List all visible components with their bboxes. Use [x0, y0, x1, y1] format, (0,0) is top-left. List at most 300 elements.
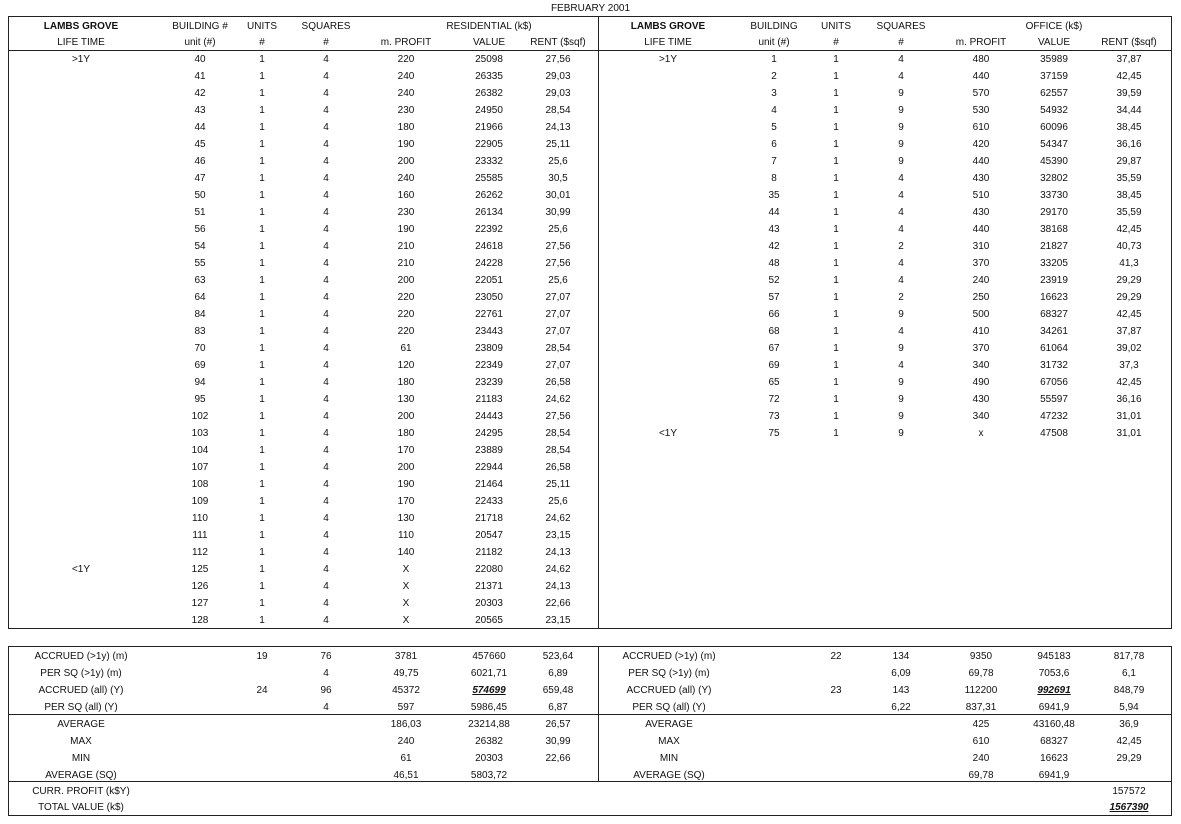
left-cell-building: 125 [191, 564, 209, 575]
left-cell-building: 70 [194, 343, 206, 354]
left-summary-value: 26382 [475, 736, 503, 747]
left-cell-value: 22433 [475, 496, 503, 507]
left-cell-value: 26262 [475, 190, 503, 201]
left-cell-building: 44 [194, 122, 206, 133]
left-cell-units: 1 [259, 54, 265, 65]
left-cell-units: 1 [259, 258, 265, 269]
right-summary-rent: 6,1 [1122, 668, 1136, 679]
left-cell-rent: 28,54 [545, 343, 571, 354]
left-cell-value: 22080 [475, 564, 503, 575]
right-cell-squares: 4 [898, 275, 904, 286]
right-cell-units: 1 [833, 275, 839, 286]
left-cell-profit: 130 [397, 513, 415, 524]
right-cell-units: 1 [833, 377, 839, 388]
right-cell-rent: 37,87 [1116, 54, 1142, 65]
left-cell-profit: 190 [397, 139, 415, 150]
left-cell-rent: 25,6 [548, 224, 568, 235]
right-cell-squares: 4 [898, 71, 904, 82]
left-cell-building: 43 [194, 105, 206, 116]
right-cell-squares: 4 [898, 207, 904, 218]
right-header-life-time: LAMBS GROVE [630, 21, 706, 32]
left-summary-squares: 4 [323, 668, 329, 679]
left-cell-building: 103 [191, 428, 209, 439]
left-cell-rent: 25,6 [548, 156, 568, 167]
left-summary-units: 19 [256, 651, 268, 662]
left-cell-value: 21371 [475, 581, 503, 592]
right-cell-rent: 35,59 [1116, 207, 1142, 218]
right-summary-rent: 817,78 [1113, 651, 1145, 662]
right-cell-rent: 42,45 [1116, 224, 1142, 235]
right-cell-rent: 40,73 [1116, 241, 1142, 252]
right-cell-units: 1 [833, 190, 839, 201]
left-cell-rent: 27,56 [545, 411, 571, 422]
right-summary-squares: 143 [892, 685, 910, 696]
right-cell-squares: 4 [898, 173, 904, 184]
left-cell-squares: 4 [323, 275, 329, 286]
right-cell-units: 1 [833, 292, 839, 303]
left-cell-building: 111 [192, 530, 208, 541]
left-cell-units: 1 [259, 71, 265, 82]
right-summary-profit: 240 [972, 753, 990, 764]
right-cell-squares: 9 [898, 343, 904, 354]
left-cell-squares: 4 [323, 139, 329, 150]
right-subheader-units: # [833, 37, 839, 48]
right-header-value: OFFICE (k$) [1025, 21, 1083, 32]
left-cell-units: 1 [259, 445, 265, 456]
left-summary-rent: 523,64 [542, 651, 574, 662]
right-cell-squares: 9 [898, 88, 904, 99]
right-cell-units: 1 [833, 139, 839, 150]
right-cell-rent: 29,87 [1116, 156, 1142, 167]
left-summary-squares: 96 [320, 685, 332, 696]
left-cell-units: 1 [259, 598, 265, 609]
right-cell-building: 44 [768, 207, 780, 218]
left-summary-profit: 240 [397, 736, 415, 747]
left-cell-value: 26335 [475, 71, 503, 82]
right-cell-building: 65 [768, 377, 780, 388]
left-summary-label: AVERAGE [57, 719, 105, 730]
right-cell-building: 43 [768, 224, 780, 235]
left-header-building: BUILDING # [172, 21, 228, 32]
right-cell-rent: 36,16 [1116, 139, 1142, 150]
right-cell-value: 55597 [1040, 394, 1068, 405]
right-cell-squares: 2 [898, 241, 904, 252]
right-cell-value: 47508 [1040, 428, 1068, 439]
left-cell-squares: 4 [323, 496, 329, 507]
left-cell-units: 1 [259, 394, 265, 405]
left-summary-profit: 45372 [392, 685, 420, 696]
left-cell-building: 56 [194, 224, 206, 235]
left-cell-squares: 4 [323, 292, 329, 303]
right-cell-rent: 29,29 [1116, 275, 1142, 286]
right-cell-value: 61064 [1040, 343, 1068, 354]
left-cell-units: 1 [259, 479, 265, 490]
left-cell-profit: 180 [397, 377, 415, 388]
curr-profit-value: 157572 [1112, 786, 1146, 797]
left-cell-building: 50 [194, 190, 206, 201]
left-cell-rent: 24,62 [545, 394, 571, 405]
left-summary-value: 5986,45 [470, 702, 508, 713]
right-summary-value: 945183 [1037, 651, 1071, 662]
right-cell-value: 34261 [1040, 326, 1068, 337]
left-cell-profit: 140 [397, 547, 415, 558]
right-cell-squares: 9 [898, 156, 904, 167]
left-cell-rent: 23,15 [545, 615, 571, 626]
left-cell-value: 22944 [475, 462, 503, 473]
left-cell-rent: 27,56 [545, 258, 571, 269]
left-cell-building: 126 [191, 581, 209, 592]
right-summary-rent: 42,45 [1116, 736, 1142, 747]
left-cell-value: 26382 [475, 88, 503, 99]
left-cell-value: 25098 [475, 54, 503, 65]
left-cell-life-time: >1Y [71, 54, 91, 65]
left-cell-units: 1 [259, 207, 265, 218]
left-cell-units: 1 [259, 428, 265, 439]
left-cell-squares: 4 [323, 428, 329, 439]
left-cell-units: 1 [259, 88, 265, 99]
left-summary-profit: 186,03 [390, 719, 422, 730]
left-cell-value: 22905 [475, 139, 503, 150]
left-header-squares: SQUARES [301, 21, 351, 32]
right-cell-units: 1 [833, 105, 839, 116]
left-subheader-value: VALUE [472, 37, 506, 48]
right-header-squares: SQUARES [876, 21, 926, 32]
left-cell-profit: X [402, 598, 410, 609]
left-cell-profit: 220 [397, 292, 415, 303]
right-summary-label: MAX [658, 736, 680, 747]
left-cell-units: 1 [259, 105, 265, 116]
left-header-life-time: LAMBS GROVE [43, 21, 119, 32]
right-summary-rent: 29,29 [1116, 753, 1142, 764]
left-cell-units: 1 [259, 139, 265, 150]
right-summary-label: AVERAGE (SQ) [633, 770, 705, 781]
left-summary-value: 6021,71 [470, 668, 508, 679]
left-cell-units: 1 [259, 190, 265, 201]
left-cell-rent: 27,07 [545, 309, 571, 320]
right-cell-rent: 38,45 [1116, 122, 1142, 133]
left-cell-squares: 4 [323, 513, 329, 524]
left-cell-rent: 27,07 [545, 360, 571, 371]
right-cell-value: 62557 [1040, 88, 1068, 99]
left-subheader-life-time: LIFE TIME [57, 37, 105, 48]
right-cell-profit: 430 [972, 394, 990, 405]
left-cell-squares: 4 [323, 122, 329, 133]
left-summary-squares: 76 [320, 651, 332, 662]
left-cell-building: 42 [194, 88, 206, 99]
left-cell-value: 24618 [475, 241, 503, 252]
right-cell-squares: 9 [898, 105, 904, 116]
right-cell-profit: 530 [972, 105, 990, 116]
right-cell-building: 67 [768, 343, 780, 354]
left-subheader-profit: m. PROFIT [380, 37, 432, 48]
left-summary-rent: 22,66 [545, 753, 571, 764]
left-cell-profit: 210 [397, 258, 415, 269]
right-cell-units: 1 [833, 343, 839, 354]
right-cell-rent: 31,01 [1116, 411, 1142, 422]
left-summary-profit: 3781 [394, 651, 418, 662]
left-summary-label: MAX [70, 736, 92, 747]
left-cell-units: 1 [259, 547, 265, 558]
left-cell-units: 1 [259, 360, 265, 371]
left-summary-rent: 6,87 [548, 702, 568, 713]
right-cell-profit: 310 [972, 241, 990, 252]
right-cell-building: 2 [771, 71, 777, 82]
left-cell-rent: 28,54 [545, 445, 571, 456]
right-cell-rent: 34,44 [1116, 105, 1142, 116]
left-cell-rent: 25,11 [545, 139, 571, 150]
left-cell-squares: 4 [323, 156, 329, 167]
right-cell-rent: 39,02 [1116, 343, 1142, 354]
left-summary-label: PER SQ (all) (Y) [44, 702, 118, 713]
left-cell-units: 1 [259, 241, 265, 252]
right-cell-value: 33205 [1040, 258, 1068, 269]
right-cell-value: 54347 [1040, 139, 1068, 150]
left-cell-rent: 30,01 [545, 190, 571, 201]
right-cell-building: 75 [768, 428, 780, 439]
right-cell-profit: 440 [972, 224, 990, 235]
left-cell-units: 1 [259, 377, 265, 388]
left-cell-squares: 4 [323, 71, 329, 82]
left-cell-units: 1 [259, 122, 265, 133]
left-cell-value: 21183 [475, 394, 503, 405]
right-cell-value: 23919 [1040, 275, 1068, 286]
right-cell-building: 42 [768, 241, 780, 252]
right-cell-building: 52 [768, 275, 780, 286]
left-cell-building: 69 [194, 360, 206, 371]
right-cell-squares: 9 [898, 139, 904, 150]
right-cell-units: 1 [833, 173, 839, 184]
right-cell-rent: 38,45 [1116, 190, 1142, 201]
right-summary-value: 7053,6 [1038, 668, 1070, 679]
right-cell-profit: 610 [972, 122, 990, 133]
right-cell-profit: 490 [972, 377, 990, 388]
left-cell-building: 127 [191, 598, 209, 609]
left-summary-rent: 26,57 [545, 719, 571, 730]
right-cell-value: 32802 [1040, 173, 1068, 184]
right-cell-rent: 35,59 [1116, 173, 1142, 184]
right-cell-rent: 42,45 [1116, 71, 1142, 82]
left-cell-profit: 240 [397, 173, 415, 184]
left-cell-building: 47 [194, 173, 206, 184]
left-cell-units: 1 [259, 224, 265, 235]
right-summary-profit: 9350 [969, 651, 993, 662]
left-cell-value: 24443 [475, 411, 503, 422]
left-cell-value: 23050 [475, 292, 503, 303]
right-cell-units: 1 [833, 88, 839, 99]
left-cell-value: 22392 [475, 224, 503, 235]
right-cell-units: 1 [833, 207, 839, 218]
right-cell-profit: 250 [972, 292, 990, 303]
right-cell-value: 21827 [1040, 241, 1068, 252]
right-summary-units: 23 [830, 685, 842, 696]
right-cell-building: 5 [771, 122, 777, 133]
left-summary-label: PER SQ (>1y) (m) [40, 668, 122, 679]
left-cell-profit: 130 [397, 394, 415, 405]
right-cell-building: 72 [768, 394, 780, 405]
right-summary-value: 68327 [1040, 736, 1068, 747]
left-cell-rent: 28,54 [545, 428, 571, 439]
right-subheader-value: VALUE [1037, 37, 1071, 48]
left-subheader-building: unit (#) [184, 37, 216, 48]
left-cell-units: 1 [259, 173, 265, 184]
right-summary-value: 6941,9 [1038, 770, 1070, 781]
right-cell-building: 57 [768, 292, 780, 303]
right-cell-profit: 480 [972, 54, 990, 65]
right-cell-value: 16623 [1040, 292, 1068, 303]
left-cell-value: 23443 [475, 326, 503, 337]
right-cell-building: 73 [768, 411, 780, 422]
left-cell-squares: 4 [323, 615, 329, 626]
left-cell-units: 1 [259, 496, 265, 507]
left-cell-rent: 25,11 [545, 479, 571, 490]
right-cell-value: 47232 [1040, 411, 1068, 422]
right-summary-rent: 36,9 [1119, 719, 1139, 730]
left-cell-squares: 4 [323, 207, 329, 218]
right-cell-units: 1 [833, 326, 839, 337]
left-cell-building: 54 [194, 241, 206, 252]
right-header-units: UNITS [821, 21, 851, 32]
left-summary-squares: 4 [323, 702, 329, 713]
left-cell-squares: 4 [323, 326, 329, 337]
left-cell-squares: 4 [323, 530, 329, 541]
right-cell-building: 66 [768, 309, 780, 320]
total-value-value: 1567390 [1109, 802, 1149, 813]
right-cell-squares: 4 [898, 190, 904, 201]
right-summary-label: ACCRUED (all) (Y) [626, 685, 712, 696]
left-cell-squares: 4 [323, 377, 329, 388]
right-subheader-profit: m. PROFIT [955, 37, 1007, 48]
right-cell-profit: 340 [972, 411, 990, 422]
right-cell-squares: 9 [898, 411, 904, 422]
right-cell-value: 60096 [1040, 122, 1068, 133]
right-cell-units: 1 [833, 411, 839, 422]
left-cell-building: 107 [191, 462, 209, 473]
right-summary-profit: 112200 [964, 685, 998, 696]
right-cell-units: 1 [833, 394, 839, 405]
right-cell-profit: 420 [972, 139, 990, 150]
left-cell-profit: 110 [398, 530, 414, 541]
main-table [8, 16, 1172, 629]
left-cell-squares: 4 [323, 258, 329, 269]
left-summary-profit: 49,75 [393, 668, 419, 679]
right-cell-building: 6 [771, 139, 777, 150]
left-cell-value: 21718 [475, 513, 503, 524]
left-cell-rent: 24,13 [545, 547, 571, 558]
left-summary-rent: 659,48 [542, 685, 574, 696]
right-summary-label: PER SQ (all) (Y) [632, 702, 706, 713]
left-cell-profit: X [402, 615, 410, 626]
left-cell-squares: 4 [323, 564, 329, 575]
right-cell-profit: 430 [972, 173, 990, 184]
right-summary-units: 22 [830, 651, 842, 662]
left-cell-value: 20565 [475, 615, 503, 626]
left-cell-rent: 29,03 [545, 88, 571, 99]
left-cell-building: 128 [191, 615, 209, 626]
left-cell-profit: 180 [397, 428, 415, 439]
left-cell-value: 23239 [475, 377, 503, 388]
right-cell-life-time: <1Y [658, 428, 678, 439]
left-summary-units: 24 [256, 685, 268, 696]
left-cell-value: 23332 [475, 156, 503, 167]
right-cell-squares: 9 [898, 428, 904, 439]
left-cell-profit: 200 [397, 156, 415, 167]
left-cell-units: 1 [259, 564, 265, 575]
left-cell-profit: 120 [397, 360, 415, 371]
right-cell-value: 31732 [1040, 360, 1068, 371]
left-cell-profit: 170 [397, 496, 415, 507]
right-summary-squares: 6,09 [891, 668, 911, 679]
left-summary-profit: 597 [397, 702, 415, 713]
right-cell-value: 68327 [1040, 309, 1068, 320]
left-cell-profit: 230 [397, 207, 415, 218]
left-header-value: RESIDENTIAL (k$) [446, 21, 532, 32]
right-cell-squares: 9 [898, 122, 904, 133]
right-cell-value: 29170 [1040, 207, 1068, 218]
left-cell-squares: 4 [323, 411, 329, 422]
right-cell-squares: 4 [898, 326, 904, 337]
right-cell-profit: 570 [972, 88, 990, 99]
left-cell-profit: 210 [397, 241, 415, 252]
right-cell-units: 1 [833, 224, 839, 235]
left-cell-value: 24295 [475, 428, 503, 439]
right-summary-profit: 425 [972, 719, 990, 730]
left-cell-profit: 230 [397, 105, 415, 116]
left-cell-units: 1 [259, 513, 265, 524]
left-cell-value: 22051 [475, 275, 503, 286]
right-subheader-rent: RENT ($sqf) [1101, 37, 1157, 48]
left-cell-rent: 27,07 [545, 326, 571, 337]
left-cell-rent: 27,56 [545, 241, 571, 252]
left-cell-value: 21966 [475, 122, 503, 133]
left-cell-profit: 190 [397, 479, 415, 490]
left-cell-profit: X [402, 564, 410, 575]
left-cell-rent: 28,54 [545, 105, 571, 116]
right-cell-value: 45390 [1040, 156, 1068, 167]
right-cell-value: 33730 [1040, 190, 1068, 201]
left-cell-profit: X [402, 581, 410, 592]
left-cell-units: 1 [259, 309, 265, 320]
right-summary-value: 43160,48 [1033, 719, 1075, 730]
right-cell-rent: 29,29 [1116, 292, 1142, 303]
left-cell-units: 1 [259, 275, 265, 286]
left-cell-building: 110 [192, 513, 208, 524]
left-summary-rent: 30,99 [545, 736, 571, 747]
left-cell-building: 104 [191, 445, 209, 456]
left-cell-rent: 30,99 [545, 207, 571, 218]
left-cell-rent: 26,58 [545, 462, 571, 473]
left-cell-building: 112 [192, 547, 208, 558]
left-cell-profit: 220 [397, 54, 415, 65]
left-cell-building: 41 [194, 71, 206, 82]
left-summary-value: 23214,88 [468, 719, 510, 730]
right-cell-units: 1 [833, 258, 839, 269]
left-summary-label: ACCRUED (all) (Y) [38, 685, 124, 696]
right-summary-squares: 6,22 [891, 702, 911, 713]
left-cell-profit: 61 [400, 343, 412, 354]
left-cell-value: 22761 [475, 309, 503, 320]
right-cell-profit: 370 [972, 258, 990, 269]
right-cell-units: 1 [833, 241, 839, 252]
right-cell-rent: 42,45 [1116, 377, 1142, 388]
total-value-label: TOTAL VALUE (k$) [38, 802, 124, 813]
left-cell-rent: 24,62 [545, 513, 571, 524]
left-cell-building: 109 [191, 496, 209, 507]
left-cell-squares: 4 [323, 105, 329, 116]
right-cell-units: 1 [833, 309, 839, 320]
right-summary-profit: 69,78 [968, 668, 994, 679]
right-cell-profit: 440 [972, 71, 990, 82]
right-cell-squares: 4 [898, 258, 904, 269]
